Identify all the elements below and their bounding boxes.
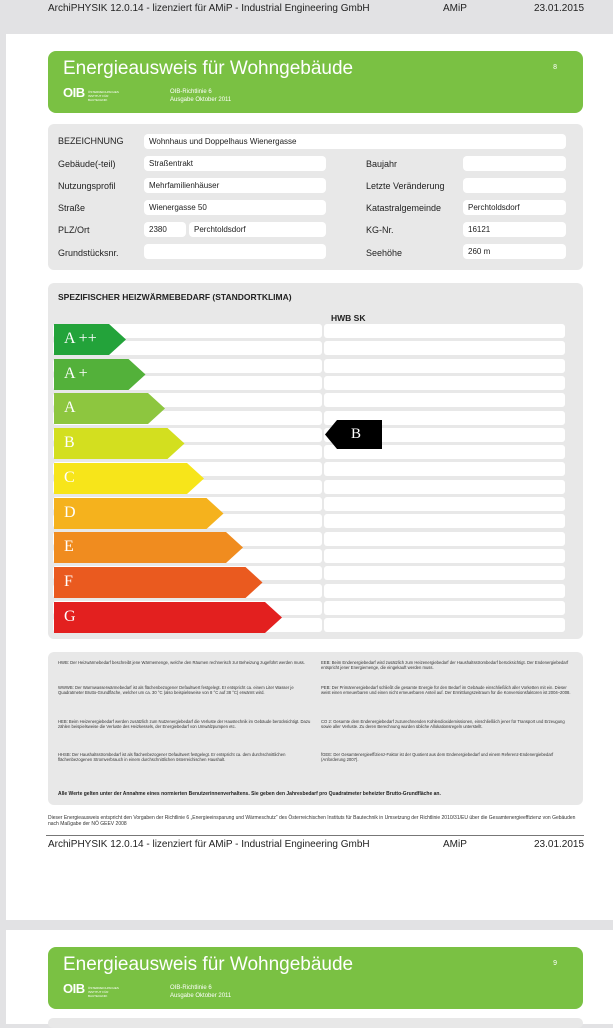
heat-demand-title: SPEZIFISCHER HEIZWÄRMEBEDARF (STANDORTKLIMA) — [58, 292, 292, 302]
seehoehe-field: 260 m — [463, 244, 566, 259]
guideline-name-2: OIB-Richtlinie 6 — [170, 985, 212, 991]
scale-row-right — [324, 566, 565, 580]
energy-class-label: C — [64, 468, 75, 486]
energy-class-label: A — [64, 399, 76, 417]
oib-logo: OIB — [63, 85, 85, 100]
scale-row-right — [324, 514, 565, 528]
top-header-date: 23.01.2015 — [534, 3, 585, 14]
energy-class-bar — [54, 498, 225, 529]
energy-class-bar — [54, 463, 205, 494]
energy-class-arrow-shape — [54, 567, 263, 598]
scale-row-right — [324, 393, 565, 407]
seehoehe-label: Seehöhe — [366, 248, 403, 258]
nutzungsprofil-label: Nutzungsprofil — [58, 181, 116, 191]
strasse-field: Wienergasse 50 — [144, 200, 326, 215]
energy-class-bar — [54, 567, 264, 598]
footer-rule — [46, 835, 584, 836]
energy-class-arrow-shape — [54, 463, 204, 494]
energy-class-arrow-shape — [54, 602, 282, 633]
page-banner-2 — [48, 947, 583, 1009]
letzte-veraenderung-label: Letzte Veränderung — [366, 181, 445, 191]
note-co2: CO 2: Gesamte dem Endenergiebedarf zuzurechnenden Kohlendioxidemissionen, einschließlich jener für Transport und Erzeugung sowie aller Verluste. Zu deren Berechnung wurden übliche Allokationsregeln unterstellt. — [321, 719, 565, 730]
page-banner — [48, 51, 583, 113]
gebaeude-label: Gebäude(-teil) — [58, 159, 116, 169]
scale-row-right — [324, 376, 565, 390]
scale-row-right — [324, 462, 565, 476]
energy-class-label: B — [64, 434, 75, 452]
note-wwwb: WWWB: Der Warmwasserwärmebedarf ist als flächenbezogener Defaultwert festgelegt. Er entspricht ca. einem Liter Wasser je Quadratmeter Brutto-Grundfläche, welcher um ca. 30 °C (also beispielsweise von 8 °C auf 38 °C) erwärmt wird. — [58, 685, 294, 696]
hwb-result-class: B — [351, 426, 362, 442]
scale-row-right — [324, 480, 565, 494]
energy-class-bar — [54, 324, 127, 355]
hwb-column-header: HWB SK — [331, 313, 366, 323]
katastralgemeinde-label: Katastralgemeinde — [366, 203, 442, 213]
energy-class-label: A + — [64, 364, 88, 382]
top-header-center: AMiP — [443, 3, 467, 14]
note-hwb: HWB: Der Heizwärmebedarf beschreibt jene Wärmemenge, welche den Räumen rechnerisch zur Beheizung zugeführt werden muss. — [58, 660, 305, 665]
note-eeb: EEB: Beim Endenergiebedarf wird zusätzlich zum Heizenergiebedarf der Haushaltsstrombedarf berücksichtigt. Der Endenergiebedarf entspricht jener Energiemenge, die eingekauft werden muss. — [321, 660, 569, 671]
plz-ort-label: PLZ/Ort — [58, 225, 90, 235]
disclaimer-text: Dieser Energieausweis entspricht den Vorgaben der Richtlinie 6 „Energieeinsparung und Wärmeschutz“ des Österreichischen Instituts für Bautechnik in Umsetzung der Richtlinie 2010/31/EU über die Gesamtenergieeffizienz von Gebäuden nach Maßgabe der NÖ GEEV 2008 — [48, 815, 576, 827]
energy-class-arrow — [54, 463, 205, 494]
energy-class-label: A ++ — [64, 330, 97, 347]
bezeichnung-field: Wohnhaus und Doppelhaus Wienergasse — [144, 134, 566, 149]
bezeichnung-label: BEZEICHNUNG — [58, 136, 124, 146]
hwb-result-marker — [325, 420, 382, 449]
footer-date: 23.01.2015 — [534, 839, 585, 850]
banner-subtitle — [170, 88, 231, 104]
scale-row-right — [324, 324, 565, 338]
guideline-edition: Ausgabe Oktober 2011 — [170, 97, 232, 103]
energy-class-bar — [54, 428, 186, 459]
energy-class-bar — [54, 602, 283, 633]
scale-row-right — [324, 601, 565, 615]
kg-nr-field: 16121 — [463, 222, 566, 237]
energy-class-label: G — [64, 607, 76, 625]
energy-class-label: F — [64, 572, 73, 590]
energy-class-bar — [54, 532, 244, 563]
top-header-text: ArchiPHYSIK 12.0.14 - lizenziert für AMiP - Industrial Engineering GmbH — [48, 3, 370, 14]
scale-row-right — [324, 584, 565, 598]
scale-row-right — [324, 549, 565, 563]
kg-nr-label: KG-Nr. — [366, 225, 394, 235]
energy-class-bar — [54, 393, 166, 424]
grundstuecksnr-label: Grundstücksnr. — [58, 248, 119, 258]
footer-center: AMiP — [443, 839, 467, 850]
scale-row-right — [324, 618, 565, 632]
note-fgee: fGEE: Der Gesamtenergieeffizienz-Faktor ist der Quotient aus dem Endenergiebedarf und einem Referenz-Endenergiebedarf (Anforderung 2007). — [321, 752, 554, 763]
gebaeude-field: Straßentrakt — [144, 156, 326, 171]
plz-field: 2380 — [144, 222, 186, 237]
strasse-label: Straße — [58, 203, 86, 213]
guideline-edition-2: Ausgabe Oktober 2011 — [170, 993, 232, 999]
note-assumption: Alle Werte gelten unter der Annahme eines normierten Benutzerinnenverhaltens. Sie geben den Jahresbedarf pro Quadratmeter beheizter Brutto-Grundfläche an. — [58, 791, 441, 797]
letzte-veraenderung-field — [463, 178, 566, 193]
energy-class-arrow-shape — [54, 498, 224, 529]
page-title-2: Energieausweis für Wohngebäude — [63, 954, 354, 975]
page-title: Energieausweis für Wohngebäude — [63, 58, 354, 79]
katastralgemeinde-field: Perchtoldsdorf — [463, 200, 566, 215]
scale-row-right — [324, 497, 565, 511]
energy-class-arrow — [54, 567, 264, 598]
energy-class-arrow — [54, 532, 244, 563]
oib-logo-subtitle: ÖSTERREICHISCHES INSTITUT FÜR BAUTECHNIK — [88, 90, 119, 102]
nutzungsprofil-field: Mehrfamilienhäuser — [144, 178, 326, 193]
energy-class-label: E — [64, 538, 74, 556]
building-info-panel-2 — [48, 1018, 583, 1028]
note-heb: HEB: Beim Heizenergiebedarf werden zusätzlich zum Nutzenergiebedarf die Verluste der Haustechnik im Gebäude berücksichtigt. Dazu zählen beispielsweise die Verluste des Heizkessels, der Energiebedarf von Umwälzpumpen etc. — [58, 719, 311, 730]
energy-class-bar — [54, 359, 147, 390]
guideline-name: OIB-Richtlinie 6 — [170, 89, 212, 95]
energy-class-arrow — [54, 498, 225, 529]
energy-class-arrow-shape — [54, 532, 243, 563]
oib-logo-subtitle-2: ÖSTERREICHISCHES INSTITUT FÜR BAUTECHNIK — [88, 986, 119, 998]
baujahr-field — [463, 156, 566, 171]
note-hhsb: HHSB: Der Haushaltsstrombedarf ist als flächenbezogener Defaultwert festgelegt. Er entspricht ca. dem durchschnittlichen flächenbezogenen Stromverbrauch in einem durchschnittlichen österreichischen Haushalt. — [58, 752, 286, 763]
scale-row-right — [324, 341, 565, 355]
ort-field: Perchtoldsdorf — [189, 222, 326, 237]
banner-subtitle-2 — [170, 984, 231, 1000]
oib-logo-2: OIB — [63, 981, 85, 996]
scale-row-right — [324, 359, 565, 373]
page-number: 8 — [553, 64, 557, 71]
energy-class-arrow — [54, 602, 283, 633]
note-peb: PEB: Der Primärenergiebedarf schließt die gesamte Energie für den Bedarf im Gebäude einschließlich aller Vorketten mit ein. Dieser weist einen erneuerbaren und einen nicht erneuerbaren Anteil auf. Der Ermittlungszeitraum für die Konversionsfaktoren ist 2004–2008. — [321, 685, 571, 696]
energy-class-label: D — [64, 503, 76, 521]
baujahr-label: Baujahr — [366, 159, 398, 169]
scale-row-right — [324, 532, 565, 546]
grundstuecksnr-field — [144, 244, 326, 259]
footer-text: ArchiPHYSIK 12.0.14 - lizenziert für AMiP - Industrial Engineering GmbH — [48, 839, 370, 850]
page-number-2: 9 — [553, 960, 557, 967]
